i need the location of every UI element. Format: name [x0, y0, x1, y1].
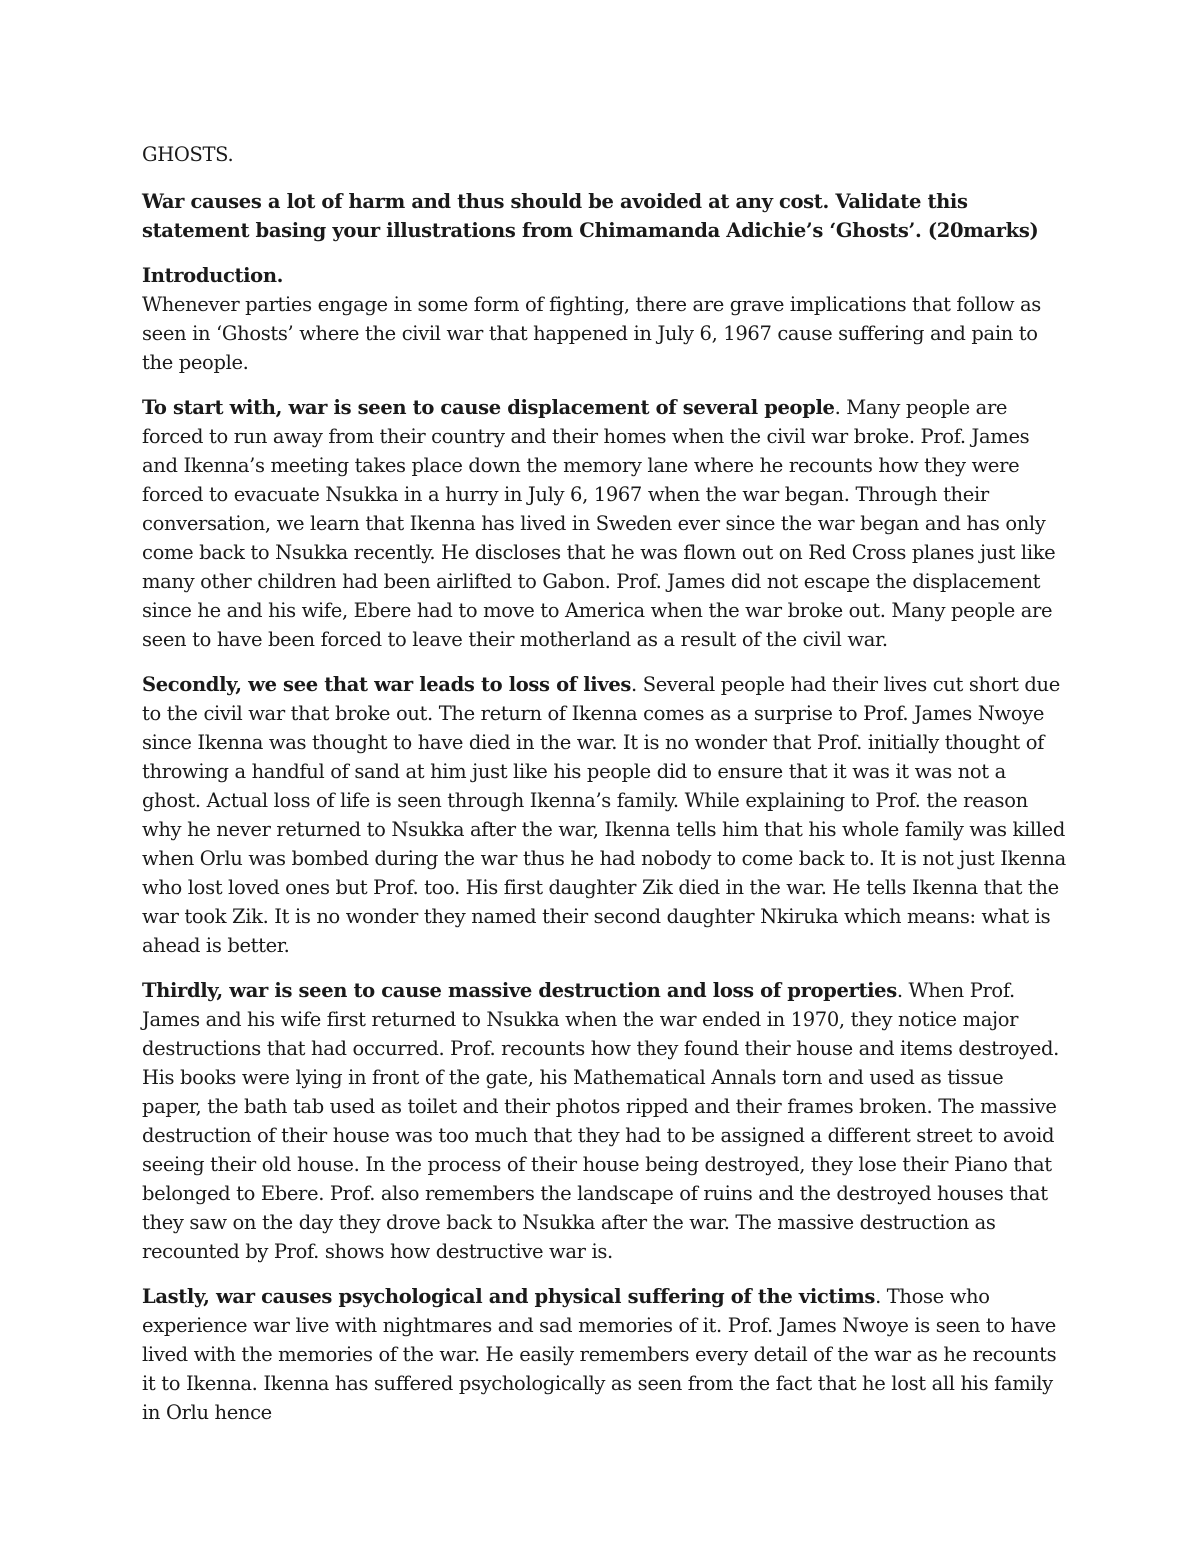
paragraph-body: . Those who experience war live with nightmares and sad memories of it. Prof. James Nwoye is seen to have lived with the memories of the war. He easily remembers every detail of the war as he recounts it to Ikenna. Ikenna has suffered psychologically as seen from the fact that he lost all his family in Orlu hence	[142, 1285, 1057, 1424]
intro-paragraph: Whenever parties engage in some form of fighting, there are grave implications that follow as seen in ‘Ghosts’ where the civil war that happened in July 6, 1967 cause suffering and pain to the people.	[142, 293, 1041, 374]
paragraph-body: . Many people are forced to run away from their country and their homes when the civil war broke. Prof. James and Ikenna’s meeting takes place down the memory lane where he recounts how they were forced to evacuate Nsukka in a hurry in July 6, 1967 when the war began. Through their conversation, we learn that Ikenna has lived in Sweden ever since the war began and has only come back to Nsukka recently. He discloses that he was flown out on Red Cross planes just like many other children had been airlifted to Gabon. Prof. James did not escape the displacement since he and his wife, Ebere had to move to America when the war broke out. Many people are seen to have been forced to leave their motherland as a result of the civil war.	[142, 396, 1056, 651]
paragraph-lead: Thirdly, war is seen to cause massive destruction and loss of properties	[142, 979, 897, 1002]
paragraph-lead: Secondly, we see that war leads to loss of lives	[142, 673, 632, 696]
paragraph-displacement	[142, 393, 1067, 654]
document-title: GHOSTS.	[142, 143, 234, 166]
intro-heading: Introduction.	[142, 264, 284, 287]
paragraph-suffering	[142, 1282, 1067, 1427]
essay-question: War causes a lot of harm and thus should be avoided at any cost. Validate this statement basing your illustrations from Chimamanda Adichie’s ‘Ghosts’. (20marks)	[142, 190, 1039, 242]
paragraph-destruction	[142, 976, 1067, 1266]
paragraph-body: . Several people had their lives cut short due to the civil war that broke out. The return of Ikenna comes as a surprise to Prof. James Nwoye since Ikenna was thought to have died in the war. It is no wonder that Prof. initially thought of throwing a handful of sand at him just like his people did to ensure that it was it was not a ghost. Actual loss of life is seen through Ikenna’s family. While explaining to Prof. the reason why he never returned to Nsukka after the war, Ikenna tells him that his whole family was killed when Orlu was bombed during the war thus he had nobody to come back to. It is not just Ikenna who lost loved ones but Prof. too. His first daughter Zik died in the war. He tells Ikenna that the war took Zik. It is no wonder they named their second daughter Nkiruka which means: what is ahead is better.	[142, 673, 1066, 957]
paragraph-loss-of-lives	[142, 670, 1067, 960]
paragraph-body: . When Prof. James and his wife first returned to Nsukka when the war ended in 1970, they notice major destructions that had occurred. Prof. recounts how they found their house and items destroyed. His books were lying in front of the gate, his Mathematical Annals torn and used as tissue paper, the bath tab used as toilet and their photos ripped and their frames broken. The massive destruction of their house was too much that they had to be assigned a different street to avoid seeing their old house. In the process of their house being destroyed, they lose their Piano that belonged to Ebere. Prof. also remembers the landscape of ruins and the destroyed houses that they saw on the day they drove back to Nsukka after the war. The massive destruction as recounted by Prof. shows how destructive war is.	[142, 979, 1059, 1263]
paragraph-lead: To start with, war is seen to cause displacement of several people	[142, 396, 835, 419]
document-page	[142, 140, 1067, 1443]
paragraph-lead: Lastly, war causes psychological and physical suffering of the victims	[142, 1285, 876, 1308]
